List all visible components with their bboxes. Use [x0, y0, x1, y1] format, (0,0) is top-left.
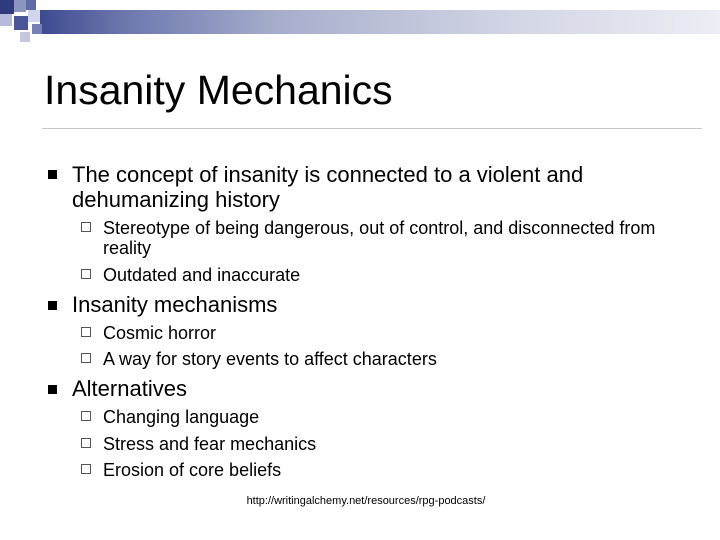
sub-bullet-checkbox-icon — [81, 269, 91, 279]
decor-square — [14, 16, 28, 30]
decor-square — [0, 0, 14, 14]
sub-bullet-checkbox-icon — [81, 438, 91, 448]
sub-bullet-checkbox-icon — [81, 327, 91, 337]
sub-bullet-checkbox-icon — [81, 464, 91, 474]
header-gradient-bar — [40, 10, 720, 34]
sub-bullet-checkbox-icon — [81, 411, 91, 421]
sub-bullet-checkbox-icon — [81, 353, 91, 363]
bullet-text: Insanity mechanisms — [72, 292, 278, 317]
decor-square — [28, 10, 40, 22]
source-link[interactable]: http://writingalchemy.net/resources/rpg-podcasts/ — [246, 495, 486, 507]
sub-bullet-text: A way for story events to affect characters — [103, 349, 437, 369]
decor-square — [20, 32, 30, 42]
sub-bullet-text: Changing language — [103, 407, 260, 427]
slide-title: Insanity Mechanics — [44, 67, 393, 113]
sub-bullet-text: Stress and fear mechanics — [103, 434, 317, 454]
bullet-square-icon — [48, 170, 57, 179]
bullet-square-icon — [48, 385, 57, 394]
sub-bullet-text: Erosion of core beliefs — [103, 460, 282, 480]
sub-bullet-checkbox-icon — [81, 222, 91, 232]
bullet-text: The concept of insanity is connected to a violent and dehumanizing history — [72, 162, 584, 212]
decor-square — [26, 0, 36, 10]
header-decoration — [0, 0, 720, 48]
bullet-text: Alternatives — [72, 376, 187, 401]
sub-bullet-text: Cosmic horror — [103, 323, 217, 343]
bullet-square-icon — [48, 301, 57, 310]
decor-square — [0, 14, 12, 26]
decor-square — [14, 0, 26, 12]
sub-bullet-text: Stereotype of being dangerous, out of control, and disconnected from reality — [103, 218, 656, 258]
decor-square — [32, 24, 42, 34]
sub-bullet-text: Outdated and inaccurate — [103, 265, 301, 285]
title-divider — [42, 128, 702, 129]
